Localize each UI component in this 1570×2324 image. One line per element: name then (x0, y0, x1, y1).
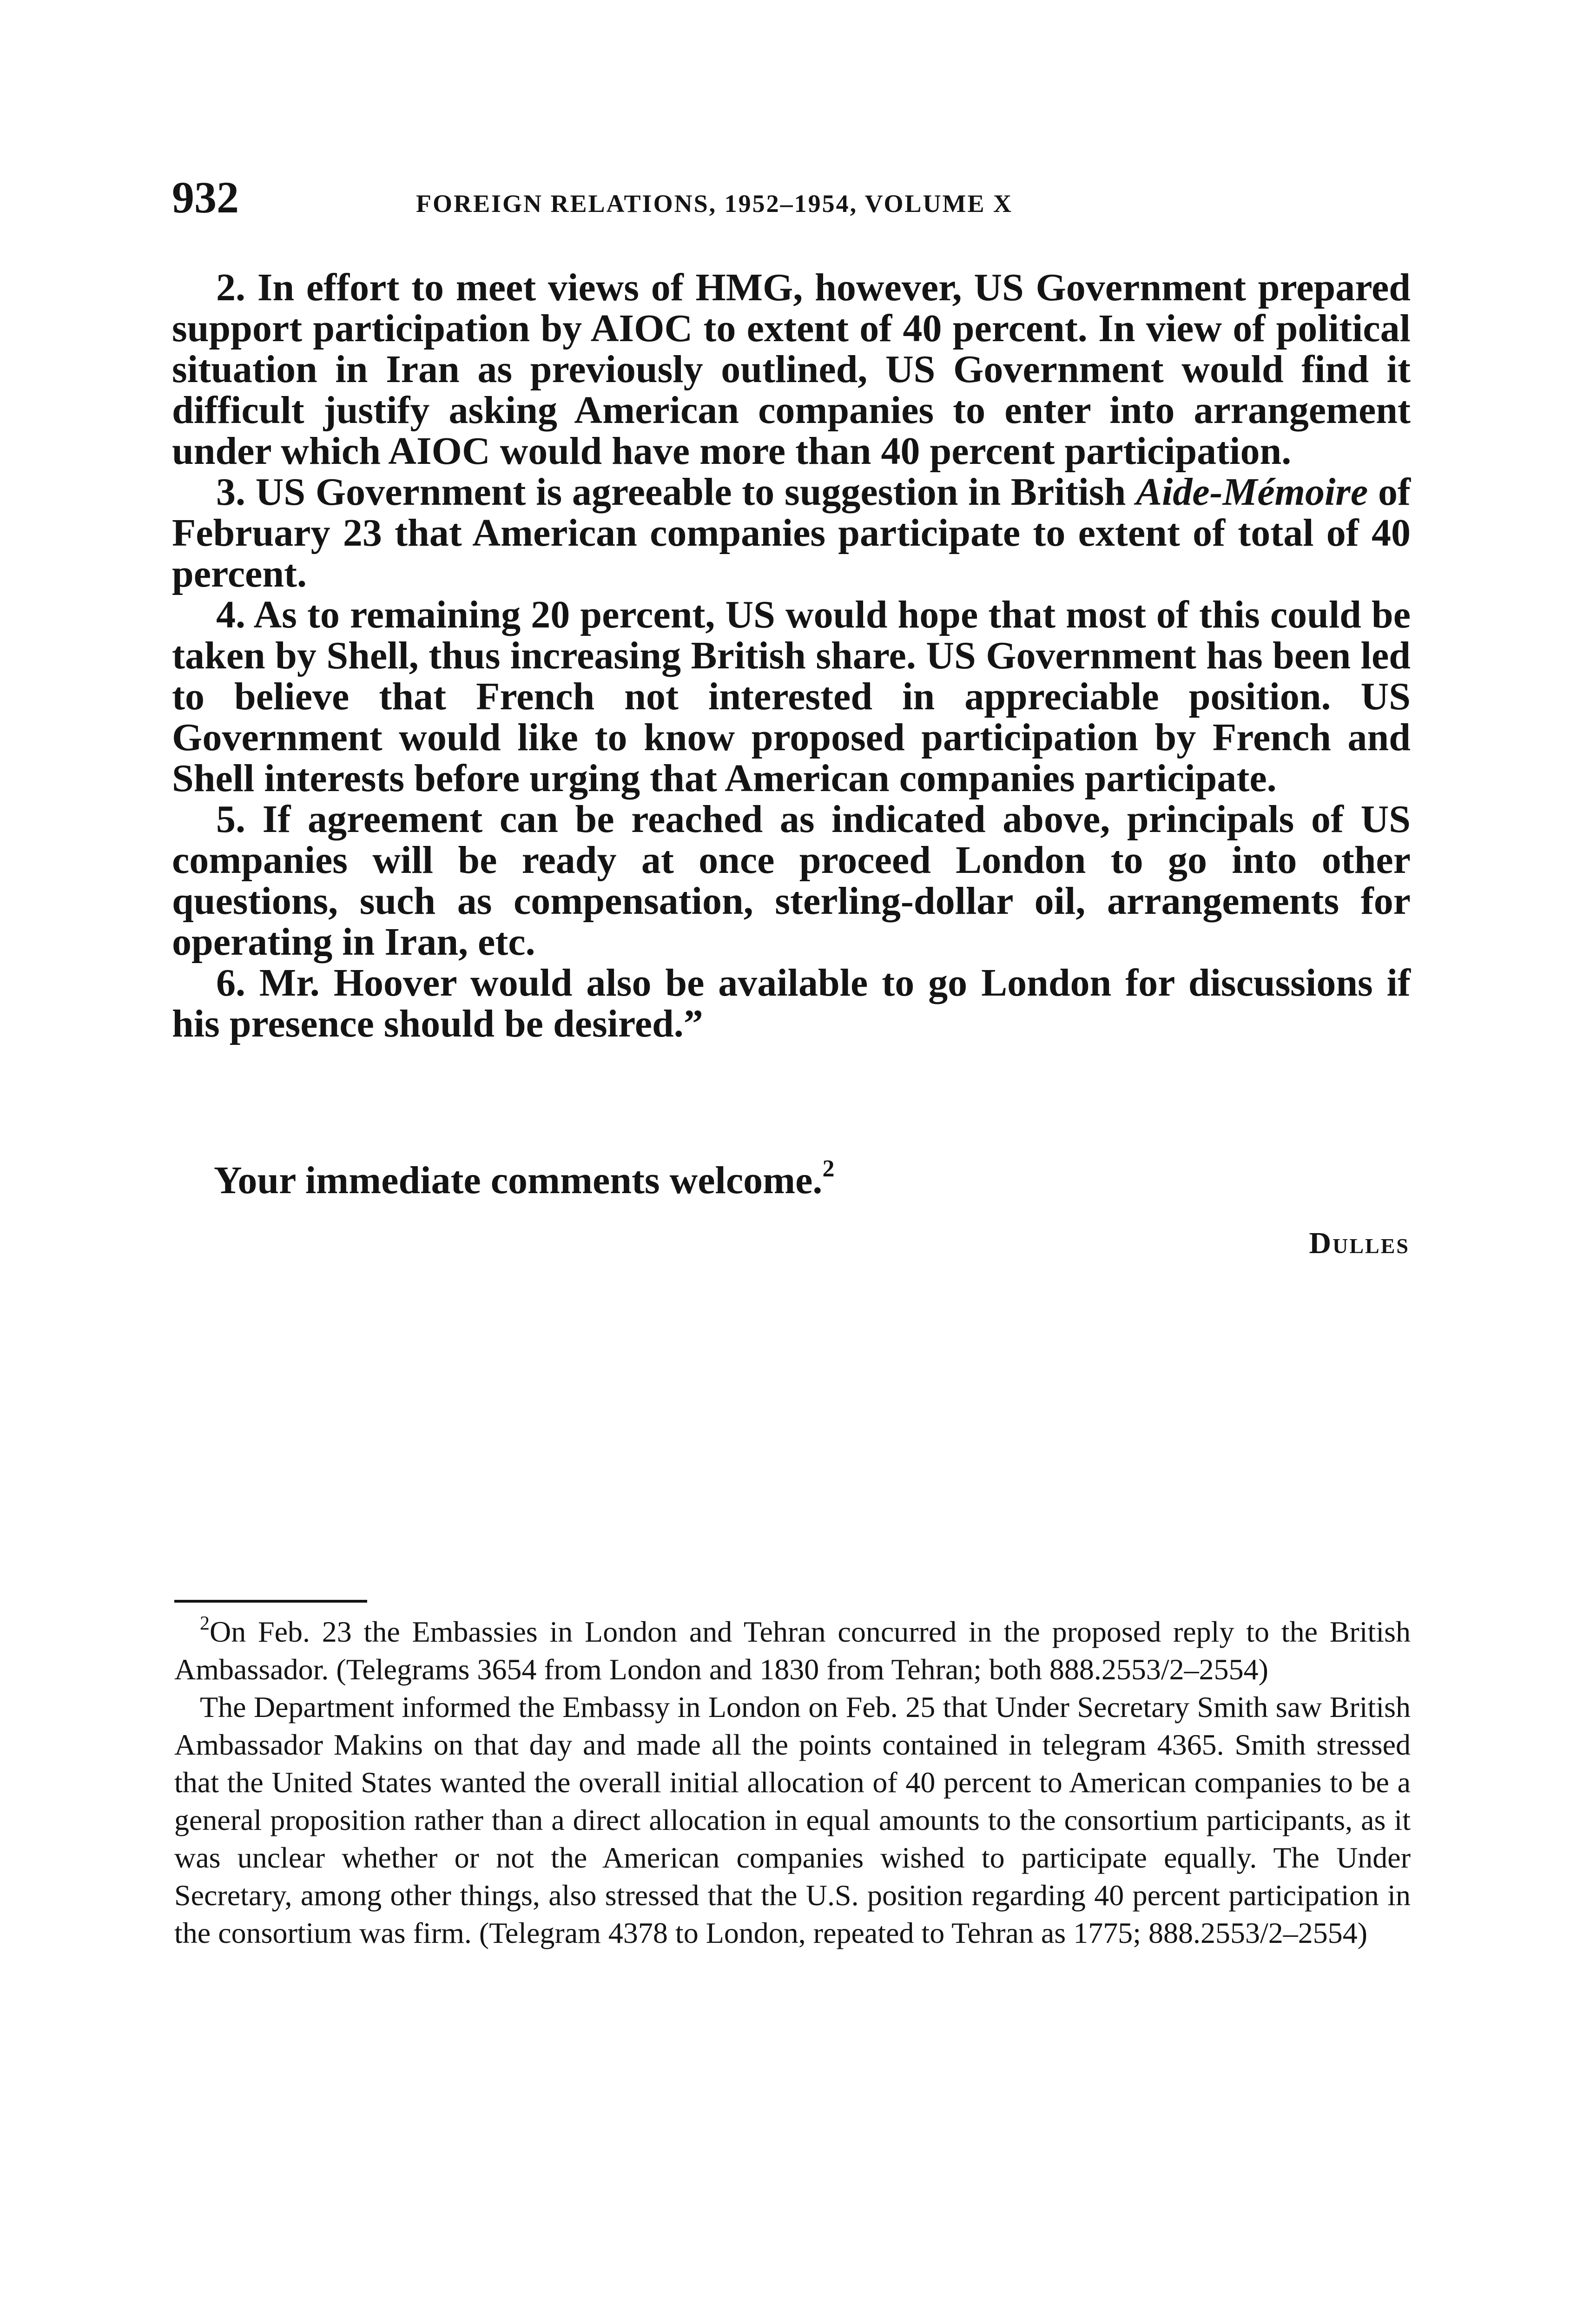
paragraph-4: 4. As to remaining 20 percent, US would hope that most of this could be taken by Shell, thus increasing British share. US Government has been led to believe that French not interested in appreciable position. US Government would like to know proposed participation by French and Shell interests before urging that American companies participate. (172, 593, 1411, 800)
paragraph-3 (172, 472, 1411, 594)
footnote-marker: 2 (200, 1613, 210, 1634)
footnote-2 (174, 1613, 1411, 1688)
footnote-reference[interactable]: 2 (822, 1155, 835, 1182)
closing-line (214, 1157, 834, 1204)
aide-memoire-term: Aide-Mémoire (1136, 470, 1368, 514)
paragraph-5: 5. If agreement can be reached as indicated above, principals of US companies will be ready at once proceed London to go into other questions, such as compensation, sterling-dollar oil, arrangements for operating in Iran, etc. (172, 798, 1411, 964)
page-header (172, 167, 1408, 237)
signature: Dulles (1309, 1226, 1410, 1260)
paragraph-2: 2. In effort to meet views of HMG, however, US Government prepared support participation by AIOC to extent of 40 percent. In view of political situation in Iran as previously outlined, US Government would find it difficult justify asking American companies to enter into arrangement under which AIOC would have more than 40 percent participation. (172, 266, 1411, 473)
footnotes (174, 1613, 1411, 1952)
footnote-2-text: On Feb. 23 the Embassies in London and Tehran concurred in the proposed reply to the British Ambassador. (Telegrams 3654 from London and 1830 from Tehran; both 888.2553/2–2554) (174, 1615, 1411, 1686)
running-head: FOREIGN RELATIONS, 1952–1954, VOLUME X (416, 190, 1013, 218)
paragraph-3-text: 3. US Government is agreeable to suggestion in British (216, 470, 1136, 514)
footnote-2-continuation: The Department informed the Embassy in London on Feb. 25 that Under Secretary Smith saw British Ambassador Makins on that day and made all the points contained in telegram 4365. Smith stressed that the United States wanted the overall initial allocation of 40 percent to American companies to be a general proposition rather than a direct allocation in equal amounts to the consortium participants, as it was unclear whether or not the American companies wished to participate equally. The Under Secretary, among other things, also stressed that the U.S. position regarding 40 percent participation in the consortium was firm. (Telegram 4378 to London, repeated to Tehran as 1775; 888.2553/2–2554) (174, 1690, 1411, 1949)
page-number: 932 (172, 172, 239, 222)
paragraph-3-text-end: of February 23 that American companies participate to extent of total of 40 percent. (172, 470, 1411, 595)
closing-text: Your immediate comments welcome. (214, 1159, 823, 1202)
paragraph-6: 6. Mr. Hoover would also be available to go London for discussions if his presence should be desired.” (172, 961, 1411, 1045)
document-body (172, 267, 1411, 1044)
footnote-divider (174, 1600, 367, 1603)
